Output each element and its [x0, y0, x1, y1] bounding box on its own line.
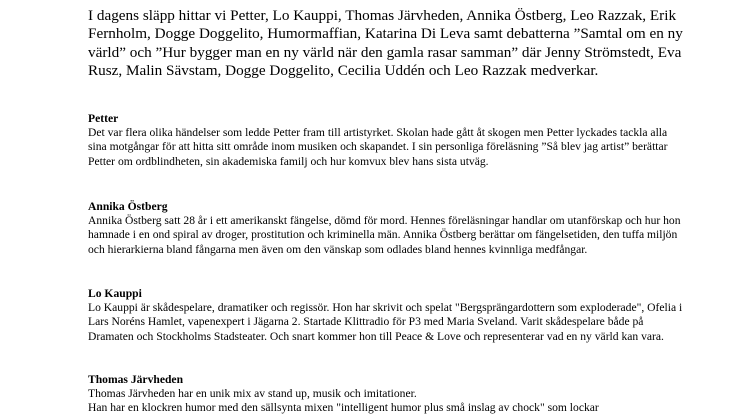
section-thomas-jarvheden	[88, 373, 688, 416]
section-heading: Annika Östberg	[88, 200, 168, 213]
section-annika-ostberg	[88, 200, 688, 257]
section-lo-kauppi	[88, 287, 688, 344]
section-body: Annika Östberg satt 28 år i ett amerikanskt fängelse, dömd för mord. Hennes föreläsningar handlar om utanförskap och hur hon hamnade i en ond spiral av droger, prostitution och kriminella män. Annika Östberg berättar om fängelsetiden, den tuffa miljön och hierarkierna bland fångarna men även om den vänskap som odlades bland hennes kvinnliga medfångar.	[88, 214, 681, 256]
section-heading: Thomas Järvheden	[88, 373, 184, 386]
intro-paragraph: I dagens släpp hittar vi Petter, Lo Kauppi, Thomas Järvheden, Annika Östberg, Leo Razzak, Erik Fernholm, Dogge Doggelito, Humormaffian, Katarina Di Leva samt debatterna ”Samtal om en ny värld” och ”Hur bygger man en ny värld när den gamla rasar samman” där Jenny Strömstedt, Eva Rusz, Malin Sävstam, Dogge Doggelito, Cecilia Uddén och Leo Razzak medverkar.	[88, 7, 683, 80]
section-heading: Petter	[88, 112, 119, 125]
section-body-line: Thomas Järvheden har en unik mix av stand up, musik och imitationer.	[88, 387, 417, 401]
section-body: Det var flera olika händelser som ledde Petter fram till artistyrket. Skolan hade gått åt skogen men Petter lyckades tackla alla sina motgångar för att hitta sitt område inom musiken och skapandet. I sin personliga föreläsning ”Så blev jag artist” berättar Petter om ordblindheten, sin akademiska familj och hur komvux blev hans sista utväg.	[88, 126, 668, 168]
section-heading: Lo Kauppi	[88, 287, 142, 300]
section-petter	[88, 112, 688, 169]
section-body: Lo Kauppi är skådespelare, dramatiker och regissör. Hon har skrivit och spelat "Bergsprängardottern som exploderade", Ofelia i Lars Noréns Hamlet, vapenexpert i Jägarna 2. Startade Klittradio för P3 med Maria Sveland. Varit skådespelare både på Dramaten och Stockholms Stadsteater. Och snart kommer hon till Peace & Love och representerar vad en ny värld kan vara.	[88, 301, 683, 343]
section-body-line: Han har en klockren humor med den sällsynta mixen "intelligent humor plus små inslag av chock" som lockar	[88, 401, 599, 415]
intro-section	[88, 7, 688, 81]
